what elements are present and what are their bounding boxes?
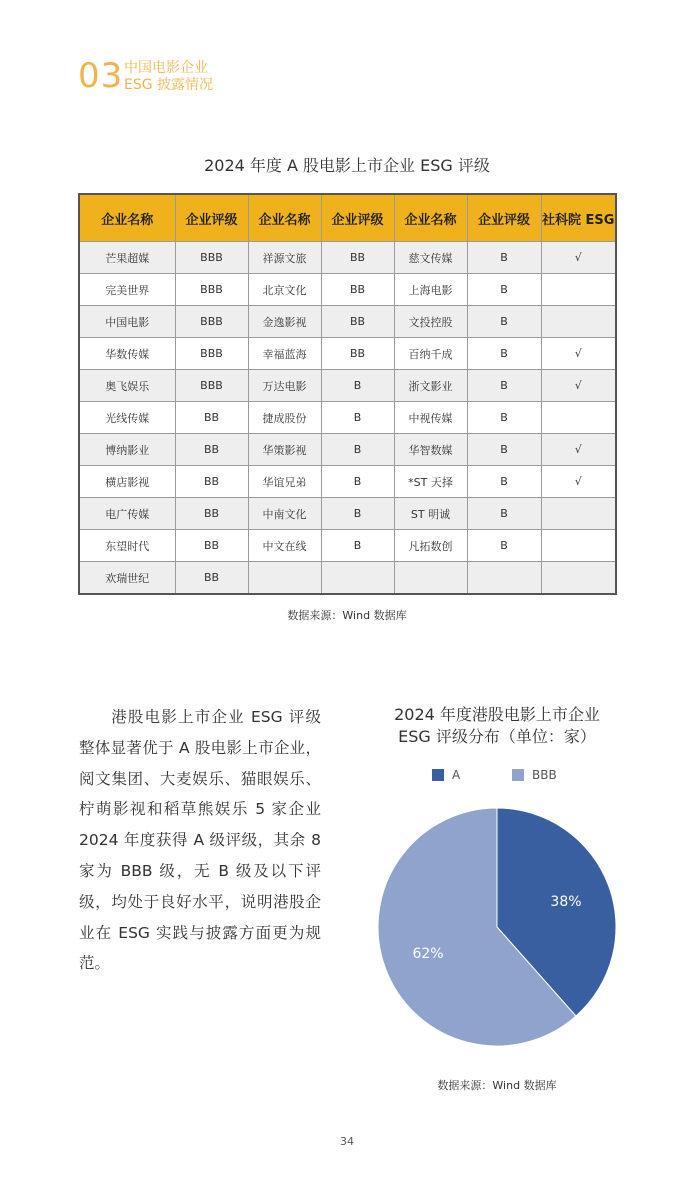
table-cell: 电广传媒 bbox=[79, 498, 175, 530]
pie-label-bbb: 62% bbox=[412, 946, 444, 963]
table-cell: 上海电影 bbox=[394, 274, 467, 306]
table-cell: 博纳影业 bbox=[79, 434, 175, 466]
table-header-cell: 企业评级 bbox=[321, 194, 394, 242]
table-cell: √ bbox=[541, 434, 616, 466]
legend-label-bbb: BBB bbox=[532, 768, 557, 782]
table-cell: BBB bbox=[175, 306, 248, 338]
table-cell: B bbox=[467, 498, 541, 530]
table-cell bbox=[321, 562, 394, 595]
table-cell: 万达电影 bbox=[248, 370, 321, 402]
table-cell: BB bbox=[321, 274, 394, 306]
table-cell: 华智数媒 bbox=[394, 434, 467, 466]
table-source: 数据来源：Wind 数据库 bbox=[287, 609, 407, 622]
table-cell: BB bbox=[321, 242, 394, 274]
table-cell: BB bbox=[175, 434, 248, 466]
table-cell: 中南文化 bbox=[248, 498, 321, 530]
table-cell: BB bbox=[175, 498, 248, 530]
section-title-line2: ESG 披露情况 bbox=[124, 77, 214, 93]
table-cell: B bbox=[467, 402, 541, 434]
table-cell: √ bbox=[541, 242, 616, 274]
table-row bbox=[79, 274, 616, 306]
table-title: 2024 年度 A 股电影上市企业 ESG 评级 bbox=[204, 156, 490, 175]
table-cell: 光线传媒 bbox=[79, 402, 175, 434]
table-cell: √ bbox=[541, 370, 616, 402]
table-cell: 横店影视 bbox=[79, 466, 175, 498]
table-cell bbox=[541, 306, 616, 338]
table-row bbox=[79, 306, 616, 338]
table-header-cell: 企业评级 bbox=[175, 194, 248, 242]
table-cell: BB bbox=[175, 562, 248, 595]
table-cell: BB bbox=[321, 338, 394, 370]
legend-swatch-a bbox=[432, 769, 444, 781]
table-header-cell: 企业名称 bbox=[394, 194, 467, 242]
table-header-cell: 社科院 ESG bbox=[541, 194, 616, 242]
table-cell: ST 明诚 bbox=[394, 498, 467, 530]
table-cell: BB bbox=[175, 402, 248, 434]
table-cell: B bbox=[321, 466, 394, 498]
table-cell: 华数传媒 bbox=[79, 338, 175, 370]
table-row bbox=[79, 466, 616, 498]
table-row bbox=[79, 562, 616, 595]
table-cell: B bbox=[467, 530, 541, 562]
table-cell: 祥源文旅 bbox=[248, 242, 321, 274]
table-cell: B bbox=[467, 338, 541, 370]
table-cell: *ST 天择 bbox=[394, 466, 467, 498]
table-cell: 中国电影 bbox=[79, 306, 175, 338]
table-cell: 浙文影业 bbox=[394, 370, 467, 402]
table-cell: B bbox=[321, 530, 394, 562]
table-cell bbox=[541, 498, 616, 530]
table-cell bbox=[541, 274, 616, 306]
table-cell: 华策影视 bbox=[248, 434, 321, 466]
table-cell: B bbox=[321, 498, 394, 530]
table-cell: 欢瑞世纪 bbox=[79, 562, 175, 595]
table-cell: BBB bbox=[175, 274, 248, 306]
table-cell: √ bbox=[541, 466, 616, 498]
table-cell: BB bbox=[321, 306, 394, 338]
table-cell: 华谊兄弟 bbox=[248, 466, 321, 498]
table-cell: B bbox=[321, 370, 394, 402]
table-row bbox=[79, 338, 616, 370]
table-cell: 芒果超媒 bbox=[79, 242, 175, 274]
table-cell: B bbox=[467, 434, 541, 466]
table-header-cell: 企业名称 bbox=[248, 194, 321, 242]
table-cell: B bbox=[321, 402, 394, 434]
section-title-line1: 中国电影企业 bbox=[124, 60, 208, 76]
table-cell bbox=[467, 562, 541, 595]
table-cell bbox=[394, 562, 467, 595]
table-cell bbox=[541, 562, 616, 595]
table-cell: BBB bbox=[175, 338, 248, 370]
table-cell: B bbox=[467, 370, 541, 402]
esg-rating-table bbox=[78, 193, 617, 595]
table-cell: BBB bbox=[175, 242, 248, 274]
table-cell: 百纳千成 bbox=[394, 338, 467, 370]
table-cell: 凡拓数创 bbox=[394, 530, 467, 562]
table-cell bbox=[248, 562, 321, 595]
legend-swatch-bbb bbox=[512, 769, 524, 781]
legend-label-a: A bbox=[452, 768, 461, 782]
table-row bbox=[79, 370, 616, 402]
table-cell: 北京文化 bbox=[248, 274, 321, 306]
pie-chart-title: 2024 年度港股电影上市企业 ESG 评级分布（单位：家） bbox=[394, 705, 600, 746]
table-cell: B bbox=[467, 274, 541, 306]
table-cell: 奥飞娱乐 bbox=[79, 370, 175, 402]
table-header-cell: 企业评级 bbox=[467, 194, 541, 242]
table-header-row bbox=[79, 194, 616, 242]
table-cell: 中文在线 bbox=[248, 530, 321, 562]
table-cell: 捷成股份 bbox=[248, 402, 321, 434]
table-row bbox=[79, 402, 616, 434]
table-cell: BB bbox=[175, 466, 248, 498]
pie-source: 数据来源：Wind 数据库 bbox=[437, 1079, 557, 1092]
table-cell: 慈文传媒 bbox=[394, 242, 467, 274]
table-cell bbox=[541, 402, 616, 434]
table-cell: 中视传媒 bbox=[394, 402, 467, 434]
table-cell: B bbox=[321, 434, 394, 466]
table-cell: 东望时代 bbox=[79, 530, 175, 562]
table-cell: 幸福蓝海 bbox=[248, 338, 321, 370]
table-header-cell: 企业名称 bbox=[79, 194, 175, 242]
pie-chart bbox=[370, 800, 624, 1054]
table-cell: 金逸影视 bbox=[248, 306, 321, 338]
body-paragraph bbox=[79, 702, 321, 979]
table-cell: 文投控股 bbox=[394, 306, 467, 338]
section-number: 03 bbox=[78, 56, 124, 96]
table-cell: √ bbox=[541, 338, 616, 370]
table-cell: BB bbox=[175, 530, 248, 562]
table-cell: B bbox=[467, 242, 541, 274]
table-row bbox=[79, 530, 616, 562]
table-cell: B bbox=[467, 466, 541, 498]
paragraph-text: 港股电影上市企业 ESG 评级整体显著优于 A 股电影上市企业，阅文集团、大麦娱乐、猫眼娱乐、柠萌影视和稻草熊娱乐 5 家企业 2024 年度获得 A 级评级，其余 8 家为 BBB 级，无 B 级及以下评级，均处于良好水平，说明港股企业在 ESG 实践与披露方面更为规范。 bbox=[79, 708, 321, 973]
table-cell: BBB bbox=[175, 370, 248, 402]
table-row bbox=[79, 242, 616, 274]
table-row bbox=[79, 498, 616, 530]
table-row bbox=[79, 434, 616, 466]
table-cell: B bbox=[467, 306, 541, 338]
table-body bbox=[79, 242, 616, 595]
page-number: 34 bbox=[340, 1135, 354, 1148]
table-cell: 完美世界 bbox=[79, 274, 175, 306]
pie-label-a: 38% bbox=[550, 893, 582, 910]
table-cell bbox=[541, 530, 616, 562]
